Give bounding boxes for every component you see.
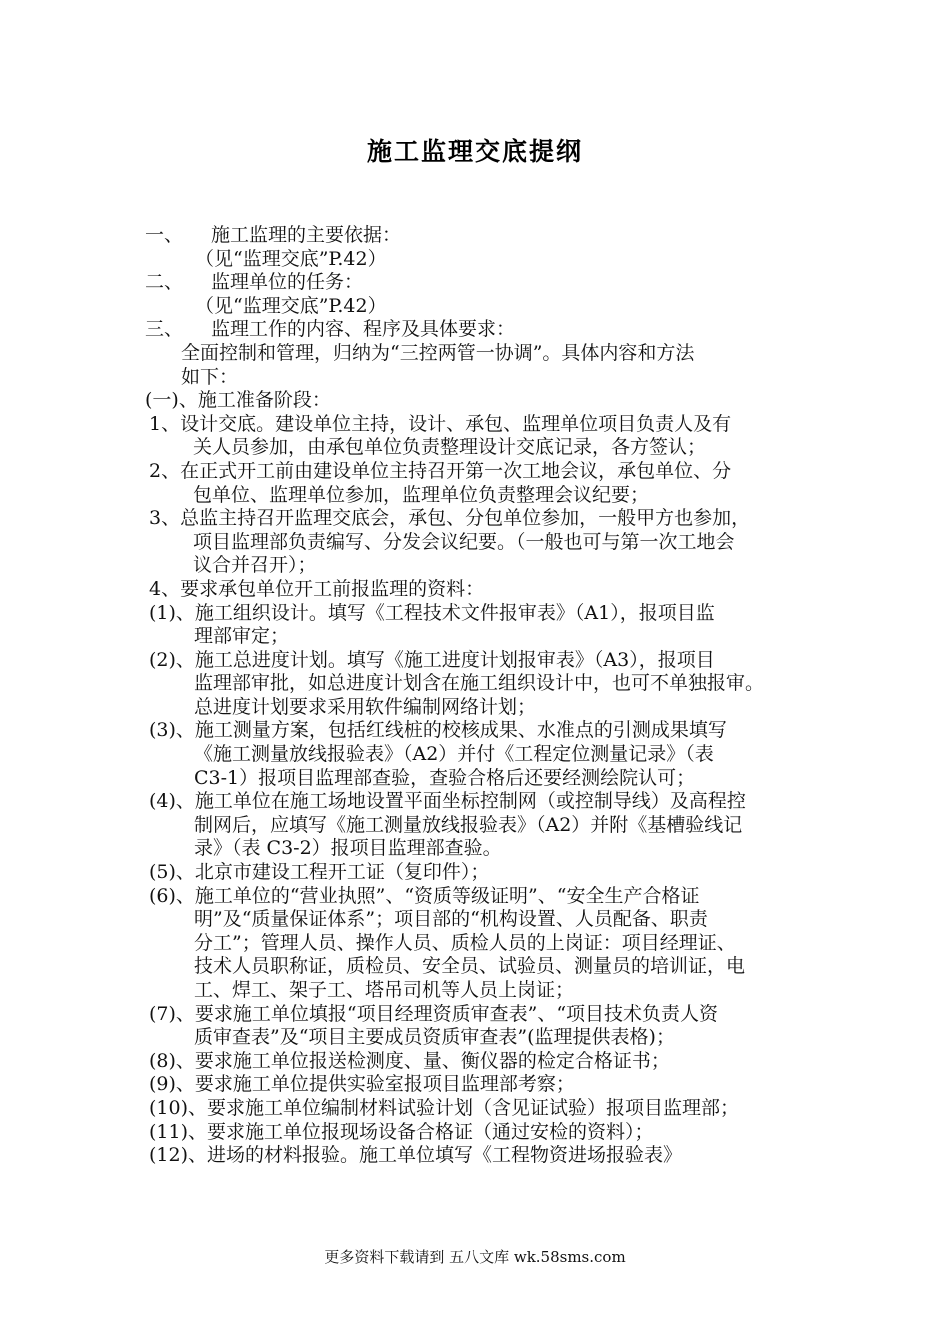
list-item-3-cont: 项目监理部负责编写、分发会议纪要。（一般也可与第一次工地会 — [193, 530, 735, 553]
list-item-2-cont: 包单位、监理单位参加，监理单位负责整理会议纪要； — [193, 483, 650, 506]
list-item-1-cont: 关人员参加，由承包单位负责整理设计交底记录，各方签认； — [193, 436, 707, 459]
section-label: 施工监理的主要依据： — [211, 224, 402, 246]
sub-item-6-cont: 技术人员职称证，质检员、安全员、试验员、测量员的培训证，电 — [194, 955, 746, 978]
sub-item-4-cont: 制网后，应填写《施工测量放线报验表》（A2）并附《基槽验线记 — [194, 813, 743, 836]
section-label: 监理单位的任务： — [211, 271, 364, 294]
sub-item-3: (3)、施工测量方案，包括红线桩的校核成果、水准点的引测成果填写 — [149, 719, 727, 742]
sub-item-6-cont: 分工”；管理人员、操作人员、质检人员的上岗证：项目经理证、 — [194, 931, 736, 954]
section-heading-1 — [145, 224, 865, 248]
sub-item-6-cont: 明”及“质量保证体系”；项目部的“机构设置、人员配备、职责 — [194, 908, 708, 931]
sub-item-4: (4)、施工单位在施工场地设置平面坐标控制网（或控制导线）及高程控 — [149, 790, 746, 813]
intro-line: 如下： — [181, 365, 239, 388]
sub-item-7-cont: 质审查表”及“项目主要成员资质审查表”(监理提供表格)； — [194, 1026, 675, 1049]
section-heading-3 — [145, 318, 865, 342]
sub-item-1: (1)、施工组织设计。填写《工程技术文件报审表》（A1），报项目监 — [149, 601, 715, 624]
sub-item-2-cont: 监理部审批，如总进度计划含在施工组织设计中，也可不单独报审。 — [194, 672, 765, 695]
sub-item-10: (10)、要求施工单位编制材料试验计划（含见证试验）报项目监理部； — [149, 1096, 740, 1119]
sub-item-6: (6)、施工单位的“营业执照”、“资质等级证明”、“安全生产合格证 — [149, 884, 700, 907]
sub-item-3-cont: 《施工测量放线报验表》（A2）并付《工程定位测量记录》（表 — [194, 743, 714, 766]
list-item-2: 2、在正式开工前由建设单位主持召开第一次工地会议，承包单位、分 — [149, 459, 732, 482]
sub-item-12: (12)、进场的材料报验。施工单位填写《工程物资进场报验表》 — [149, 1144, 683, 1167]
section-label: 监理工作的内容、程序及具体要求： — [211, 318, 516, 341]
section-note-2: （见“监理交底”P.42） — [195, 294, 387, 317]
sub-item-8: (8)、要求施工单位报送检测度、量、衡仪器的检定合格证书； — [149, 1049, 670, 1072]
sub-item-5: (5)、北京市建设工程开工证（复印件）； — [149, 861, 490, 884]
section-number: 二、 — [145, 271, 184, 294]
section-number: 一、 — [145, 224, 184, 246]
document-body — [145, 224, 865, 1168]
section-heading-2 — [145, 271, 865, 295]
list-item-3: 3、总监主持召开监理交底会，承包、分包单位参加，一般甲方也参加， — [149, 507, 751, 530]
sub-item-2-cont: 总进度计划要求采用软件编制网络计划； — [194, 695, 537, 718]
section-note-1: （见“监理交底”P.42） — [195, 247, 387, 270]
sub-item-9: (9)、要求施工单位提供实验室报项目监理部考察； — [149, 1073, 575, 1096]
document-title: 施工监理交底提纲 — [366, 137, 583, 166]
sub-item-1-cont: 理部审定； — [194, 625, 290, 648]
phase-heading: (一)、施工准备阶段： — [145, 389, 331, 412]
section-number: 三、 — [145, 318, 184, 341]
sub-item-7: (7)、要求施工单位填报“项目经理资质审查表”、“项目技术负责人资 — [149, 1002, 719, 1025]
sub-item-11: (11)、要求施工单位报现场设备合格证（通过安检的资料）； — [149, 1120, 654, 1143]
sub-item-6-cont: 工、焊工、架子工、塔吊司机等人员上岗证； — [194, 979, 575, 1001]
sub-item-4-cont: 录》（表 C3-2）报项目监理部查验。 — [194, 837, 502, 860]
page-footer: 更多资料下载请到 五八文库 wk.58sms.com — [324, 1248, 626, 1266]
list-item-3-cont: 议合并召开）； — [193, 554, 317, 577]
intro-line: 全面控制和管理，归纳为“三控两管一协调”。具体内容和方法 — [181, 341, 695, 364]
sub-item-3-cont: C3-1）报项目监理部查验，查验合格后还要经测绘院认可； — [194, 766, 696, 789]
sub-item-2: (2)、施工总进度计划。填写《施工进度计划报审表》（A3），报项目 — [149, 648, 715, 671]
list-item-4: 4、要求承包单位开工前报监理的资料： — [149, 577, 485, 600]
list-item-1: 1、设计交底。建设单位主持，设计、承包、监理单位项目负责人及有 — [149, 412, 732, 435]
